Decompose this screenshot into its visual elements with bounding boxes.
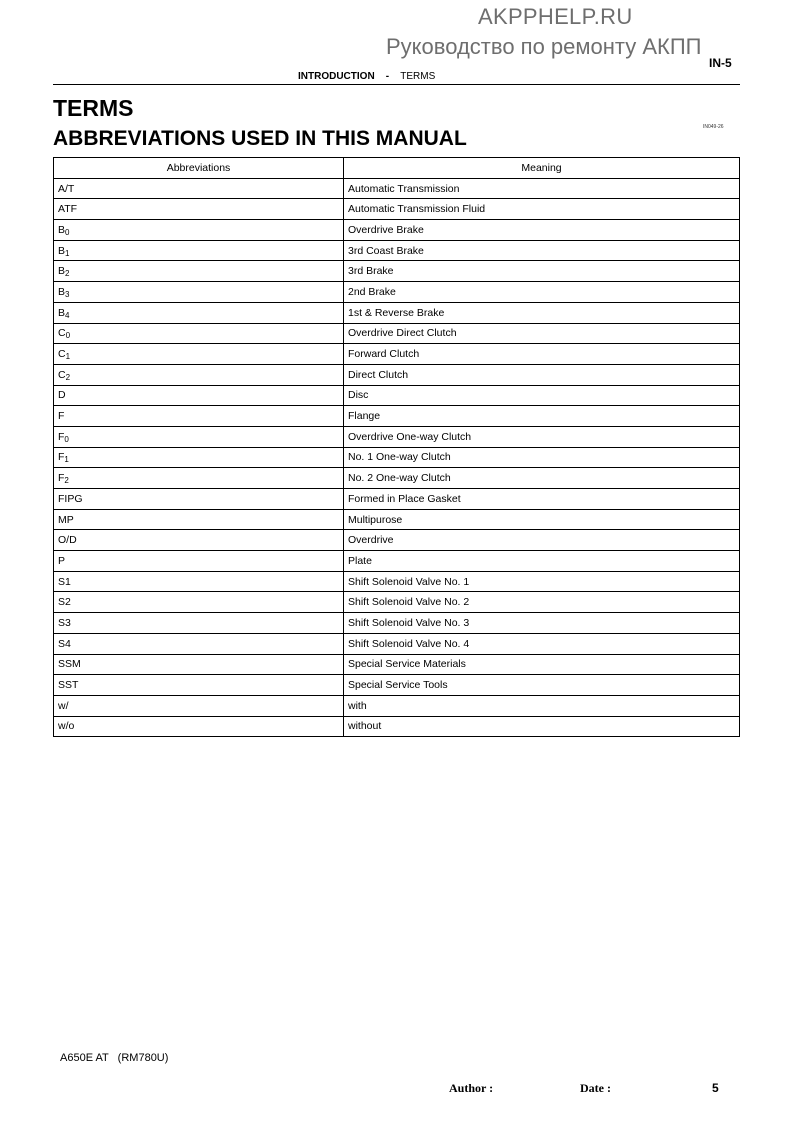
abbreviation-cell (54, 240, 344, 261)
column-header-abbreviations: Abbreviations (54, 158, 344, 179)
abbreviation-text: F (58, 472, 65, 485)
meaning-cell: Formed in Place Gasket (344, 489, 740, 510)
abbreviation-text: C (58, 348, 66, 361)
meaning-cell: Overdrive Brake (344, 220, 740, 241)
meaning-cell: Shift Solenoid Valve No. 2 (344, 592, 740, 613)
abbreviation-cell (54, 489, 344, 510)
abbreviation-text: MP (58, 513, 74, 526)
abbreviation-cell (54, 592, 344, 613)
abbreviation-subscript: 4 (65, 310, 70, 320)
abbreviation-text: FIPG (58, 492, 83, 505)
meaning-cell: Multipurose (344, 509, 740, 530)
abbreviation-text: S4 (58, 637, 71, 650)
section-title: ABBREVIATIONS USED IN THIS MANUAL (53, 127, 467, 150)
abbreviation-subscript: 0 (64, 434, 69, 444)
abbreviation-cell (54, 530, 344, 551)
abbreviation-text: w/o (58, 720, 75, 733)
meaning-cell: Forward Clutch (344, 344, 740, 365)
watermark-subtitle: Руководство по ремонту АКПП (386, 34, 702, 59)
abbreviation-cell (54, 571, 344, 592)
table-row (54, 344, 740, 365)
meaning-cell: Plate (344, 551, 740, 572)
abbreviation-subscript: 2 (65, 372, 71, 382)
header-section: INTRODUCTION (298, 71, 375, 82)
meaning-cell: Automatic Transmission (344, 178, 740, 199)
meaning-cell: Overdrive One-way Clutch (344, 426, 740, 447)
header-subsection: TERMS (400, 71, 436, 82)
table-row (54, 447, 740, 468)
table-row (54, 261, 740, 282)
table-row (54, 426, 740, 447)
meaning-cell: No. 2 One-way Clutch (344, 468, 740, 489)
meaning-cell: Special Service Materials (344, 654, 740, 675)
header-rule (53, 84, 740, 85)
table-row (54, 282, 740, 303)
table-row (54, 220, 740, 241)
abbreviation-cell (54, 282, 344, 303)
abbreviation-text: B (58, 223, 66, 236)
watermark-site: AKPPHELP.RU (478, 4, 633, 29)
meaning-cell: 3rd Brake (344, 261, 740, 282)
meaning-cell: Shift Solenoid Valve No. 1 (344, 571, 740, 592)
abbreviation-text: w/ (58, 699, 69, 712)
abbreviation-subscript: 1 (64, 455, 69, 465)
abbreviation-cell (54, 447, 344, 468)
abbreviation-subscript: 1 (65, 352, 71, 362)
table-row (54, 468, 740, 489)
abbreviation-text: B (58, 244, 66, 257)
page-title: TERMS (53, 95, 134, 121)
meaning-cell: 1st & Reverse Brake (344, 302, 740, 323)
table-row (54, 633, 740, 654)
abbreviation-text: B (58, 265, 66, 278)
abbreviation-subscript: 0 (65, 331, 71, 341)
meaning-cell: Flange (344, 406, 740, 427)
table-row (54, 551, 740, 572)
abbreviation-subscript: 3 (65, 289, 70, 299)
table-row (54, 364, 740, 385)
abbreviation-cell (54, 695, 344, 716)
abbreviation-cell (54, 220, 344, 241)
date-label: Date : (580, 1081, 611, 1095)
meaning-cell: 2nd Brake (344, 282, 740, 303)
table-row (54, 302, 740, 323)
abbreviation-text: O/D (58, 534, 77, 547)
table-row (54, 675, 740, 696)
abbreviation-cell (54, 613, 344, 634)
meaning-cell: Overdrive Direct Clutch (344, 323, 740, 344)
abbreviation-cell (54, 675, 344, 696)
meaning-cell: Direct Clutch (344, 364, 740, 385)
abbreviation-cell (54, 406, 344, 427)
abbreviation-cell (54, 654, 344, 675)
model-code: A650E AT (RM780U) (60, 1052, 169, 1064)
abbreviation-cell (54, 302, 344, 323)
header-separator: - (385, 71, 390, 82)
abbreviation-cell (54, 364, 344, 385)
abbreviation-cell (54, 178, 344, 199)
table-row (54, 654, 740, 675)
table-row (54, 509, 740, 530)
table-row (54, 406, 740, 427)
abbreviation-subscript: 1 (65, 248, 70, 258)
abbreviation-cell (54, 323, 344, 344)
abbreviation-subscript: 2 (65, 269, 70, 279)
table-row (54, 530, 740, 551)
page-number: 5 (712, 1081, 719, 1095)
table-row (54, 240, 740, 261)
abbreviation-text: B (58, 306, 66, 319)
table-row (54, 613, 740, 634)
abbreviation-cell (54, 551, 344, 572)
author-label: Author : (449, 1081, 494, 1095)
table-row (54, 489, 740, 510)
abbreviation-subscript: 0 (65, 227, 70, 237)
abbreviation-cell (54, 261, 344, 282)
abbreviation-text: B (58, 285, 66, 298)
abbreviation-cell (54, 344, 344, 365)
abbreviation-text: ATF (58, 203, 78, 216)
abbreviation-text: SST (58, 679, 79, 692)
abbreviation-text: S2 (58, 596, 71, 609)
abbreviation-text: SSM (58, 658, 81, 671)
abbreviation-cell (54, 468, 344, 489)
meaning-cell: No. 1 One-way Clutch (344, 447, 740, 468)
abbreviation-text: P (58, 554, 66, 567)
meaning-cell: Overdrive (344, 530, 740, 551)
table-row (54, 178, 740, 199)
table-row (54, 695, 740, 716)
meaning-cell: Automatic Transmission Fluid (344, 199, 740, 220)
meaning-cell: without (344, 716, 740, 737)
abbreviation-subscript: 2 (64, 476, 69, 486)
table-row (54, 716, 740, 737)
meaning-cell: Shift Solenoid Valve No. 4 (344, 633, 740, 654)
table-row (54, 592, 740, 613)
running-header (298, 71, 435, 82)
abbreviation-cell (54, 633, 344, 654)
abbreviation-text: A/T (58, 182, 75, 195)
table-row (54, 199, 740, 220)
abbreviation-cell (54, 716, 344, 737)
figure-code: IN049-26 (703, 124, 724, 130)
abbreviation-text: D (58, 389, 66, 402)
abbreviation-cell (54, 509, 344, 530)
abbreviation-cell (54, 385, 344, 406)
abbreviation-cell (54, 199, 344, 220)
abbreviation-text: S3 (58, 616, 71, 629)
meaning-cell: Special Service Tools (344, 675, 740, 696)
abbreviation-text: F (58, 451, 65, 464)
table-row (54, 571, 740, 592)
table-row (54, 385, 740, 406)
table-row (54, 323, 740, 344)
column-header-meaning: Meaning (344, 158, 740, 179)
meaning-cell: 3rd Coast Brake (344, 240, 740, 261)
meaning-cell: Disc (344, 385, 740, 406)
abbreviation-text: C (58, 327, 66, 340)
table-header-row (54, 158, 740, 179)
meaning-cell: Shift Solenoid Valve No. 3 (344, 613, 740, 634)
abbreviation-text: F (58, 430, 65, 443)
meaning-cell: with (344, 695, 740, 716)
abbreviation-text: C (58, 368, 66, 381)
abbreviation-text: S1 (58, 575, 71, 588)
page-id: IN-5 (709, 56, 732, 70)
abbreviation-text: F (58, 410, 65, 423)
abbreviations-table (53, 157, 740, 737)
abbreviation-cell (54, 426, 344, 447)
table-body (54, 178, 740, 737)
